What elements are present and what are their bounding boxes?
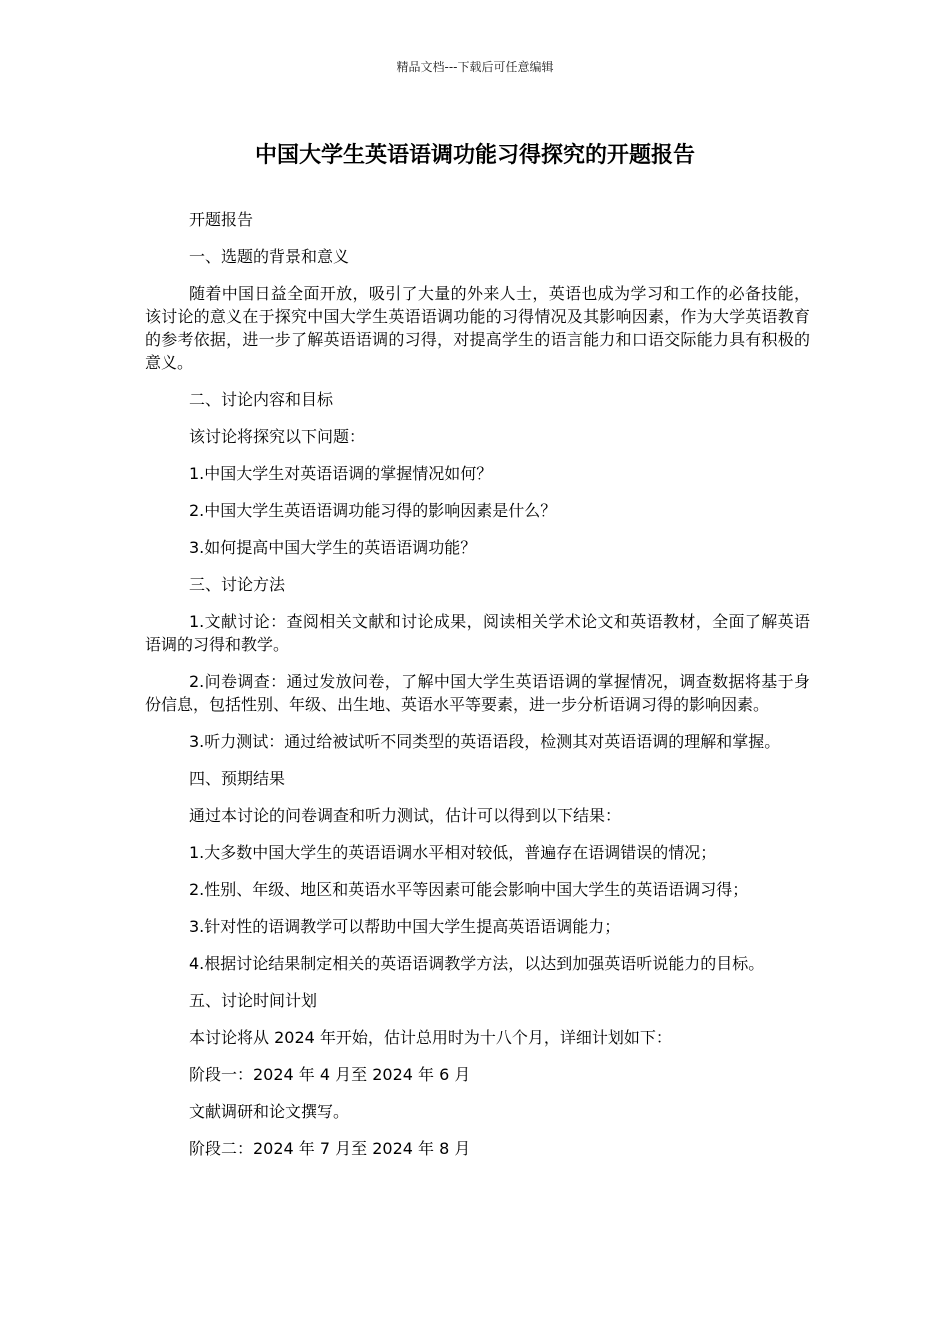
paragraph-schedule-intro: 本讨论将从 2024 年开始，估计总用时为十八个月，详细计划如下： xyxy=(189,1028,672,1047)
document-body xyxy=(145,208,810,1174)
list-item-method-1: 1.文献讨论：查阅相关文献和讨论成果，阅读相关学术论文和英语教材，全面了解英语语调的习得和教学。 xyxy=(145,612,810,654)
list-item-method-2: 2.问卷调查：通过发放问卷，了解中国大学生英语语调的掌握情况，调查数据将基于身份信息，包括性别、年级、出生地、英语水平等要素，进一步分析语调习得的影响因素。 xyxy=(145,672,810,714)
schedule-stage-1-task: 文献调研和论文撰写。 xyxy=(189,1102,350,1121)
paragraph-questions-intro: 该讨论将探究以下问题： xyxy=(189,427,366,446)
list-item-result-3: 3.针对性的语调教学可以帮助中国大学生提高英语语调能力； xyxy=(189,917,621,936)
list-item-result-2: 2.性别、年级、地区和英语水平等因素可能会影响中国大学生的英语语调习得； xyxy=(189,880,749,899)
list-item-method-3: 3.听力测试：通过给被试听不同类型的英语语段，检测其对英语语调的理解和掌握。 xyxy=(189,732,781,751)
schedule-stage-2: 阶段二：2024 年 7 月至 2024 年 8 月 xyxy=(189,1139,471,1158)
paragraph-background: 随着中国日益全面开放，吸引了大量的外来人士，英语也成为学习和工作的必备技能，该讨论的意义在于探究中国大学生英语语调功能的习得情况及其影响因素，作为大学英语教育的参考依据，进一步了解英语语调的习得，对提高学生的语言能力和口语交际能力具有积极的意义。 xyxy=(145,284,810,372)
section-heading-schedule: 五、讨论时间计划 xyxy=(189,991,318,1010)
paragraph-results-intro: 通过本讨论的问卷调查和听力测试，估计可以得到以下结果： xyxy=(189,806,622,825)
document-title: 中国大学生英语语调功能习得探究的开题报告 xyxy=(254,143,695,168)
section-heading-background: 一、选题的背景和意义 xyxy=(189,247,350,266)
schedule-stage-1: 阶段一：2024 年 4 月至 2024 年 6 月 xyxy=(189,1065,471,1084)
list-item-question-1: 1.中国大学生对英语语调的掌握情况如何？ xyxy=(189,464,493,483)
list-item-result-1: 1.大多数中国大学生的英语语调水平相对较低，普遍存在语调错误的情况； xyxy=(189,843,717,862)
list-item-question-3: 3.如何提高中国大学生的英语语调功能？ xyxy=(189,538,477,557)
header-note: 精品文档---下载后可任意编辑 xyxy=(396,60,554,74)
list-item-result-4: 4.根据讨论结果制定相关的英语语调教学方法，以达到加强英语听说能力的目标。 xyxy=(189,954,765,973)
section-heading-expected-results: 四、预期结果 xyxy=(189,769,286,788)
paragraph-report-label: 开题报告 xyxy=(189,210,254,229)
section-heading-methods: 三、讨论方法 xyxy=(189,575,286,594)
list-item-question-2: 2.中国大学生英语语调功能习得的影响因素是什么？ xyxy=(189,501,557,520)
section-heading-content-goals: 二、讨论内容和目标 xyxy=(189,390,334,409)
